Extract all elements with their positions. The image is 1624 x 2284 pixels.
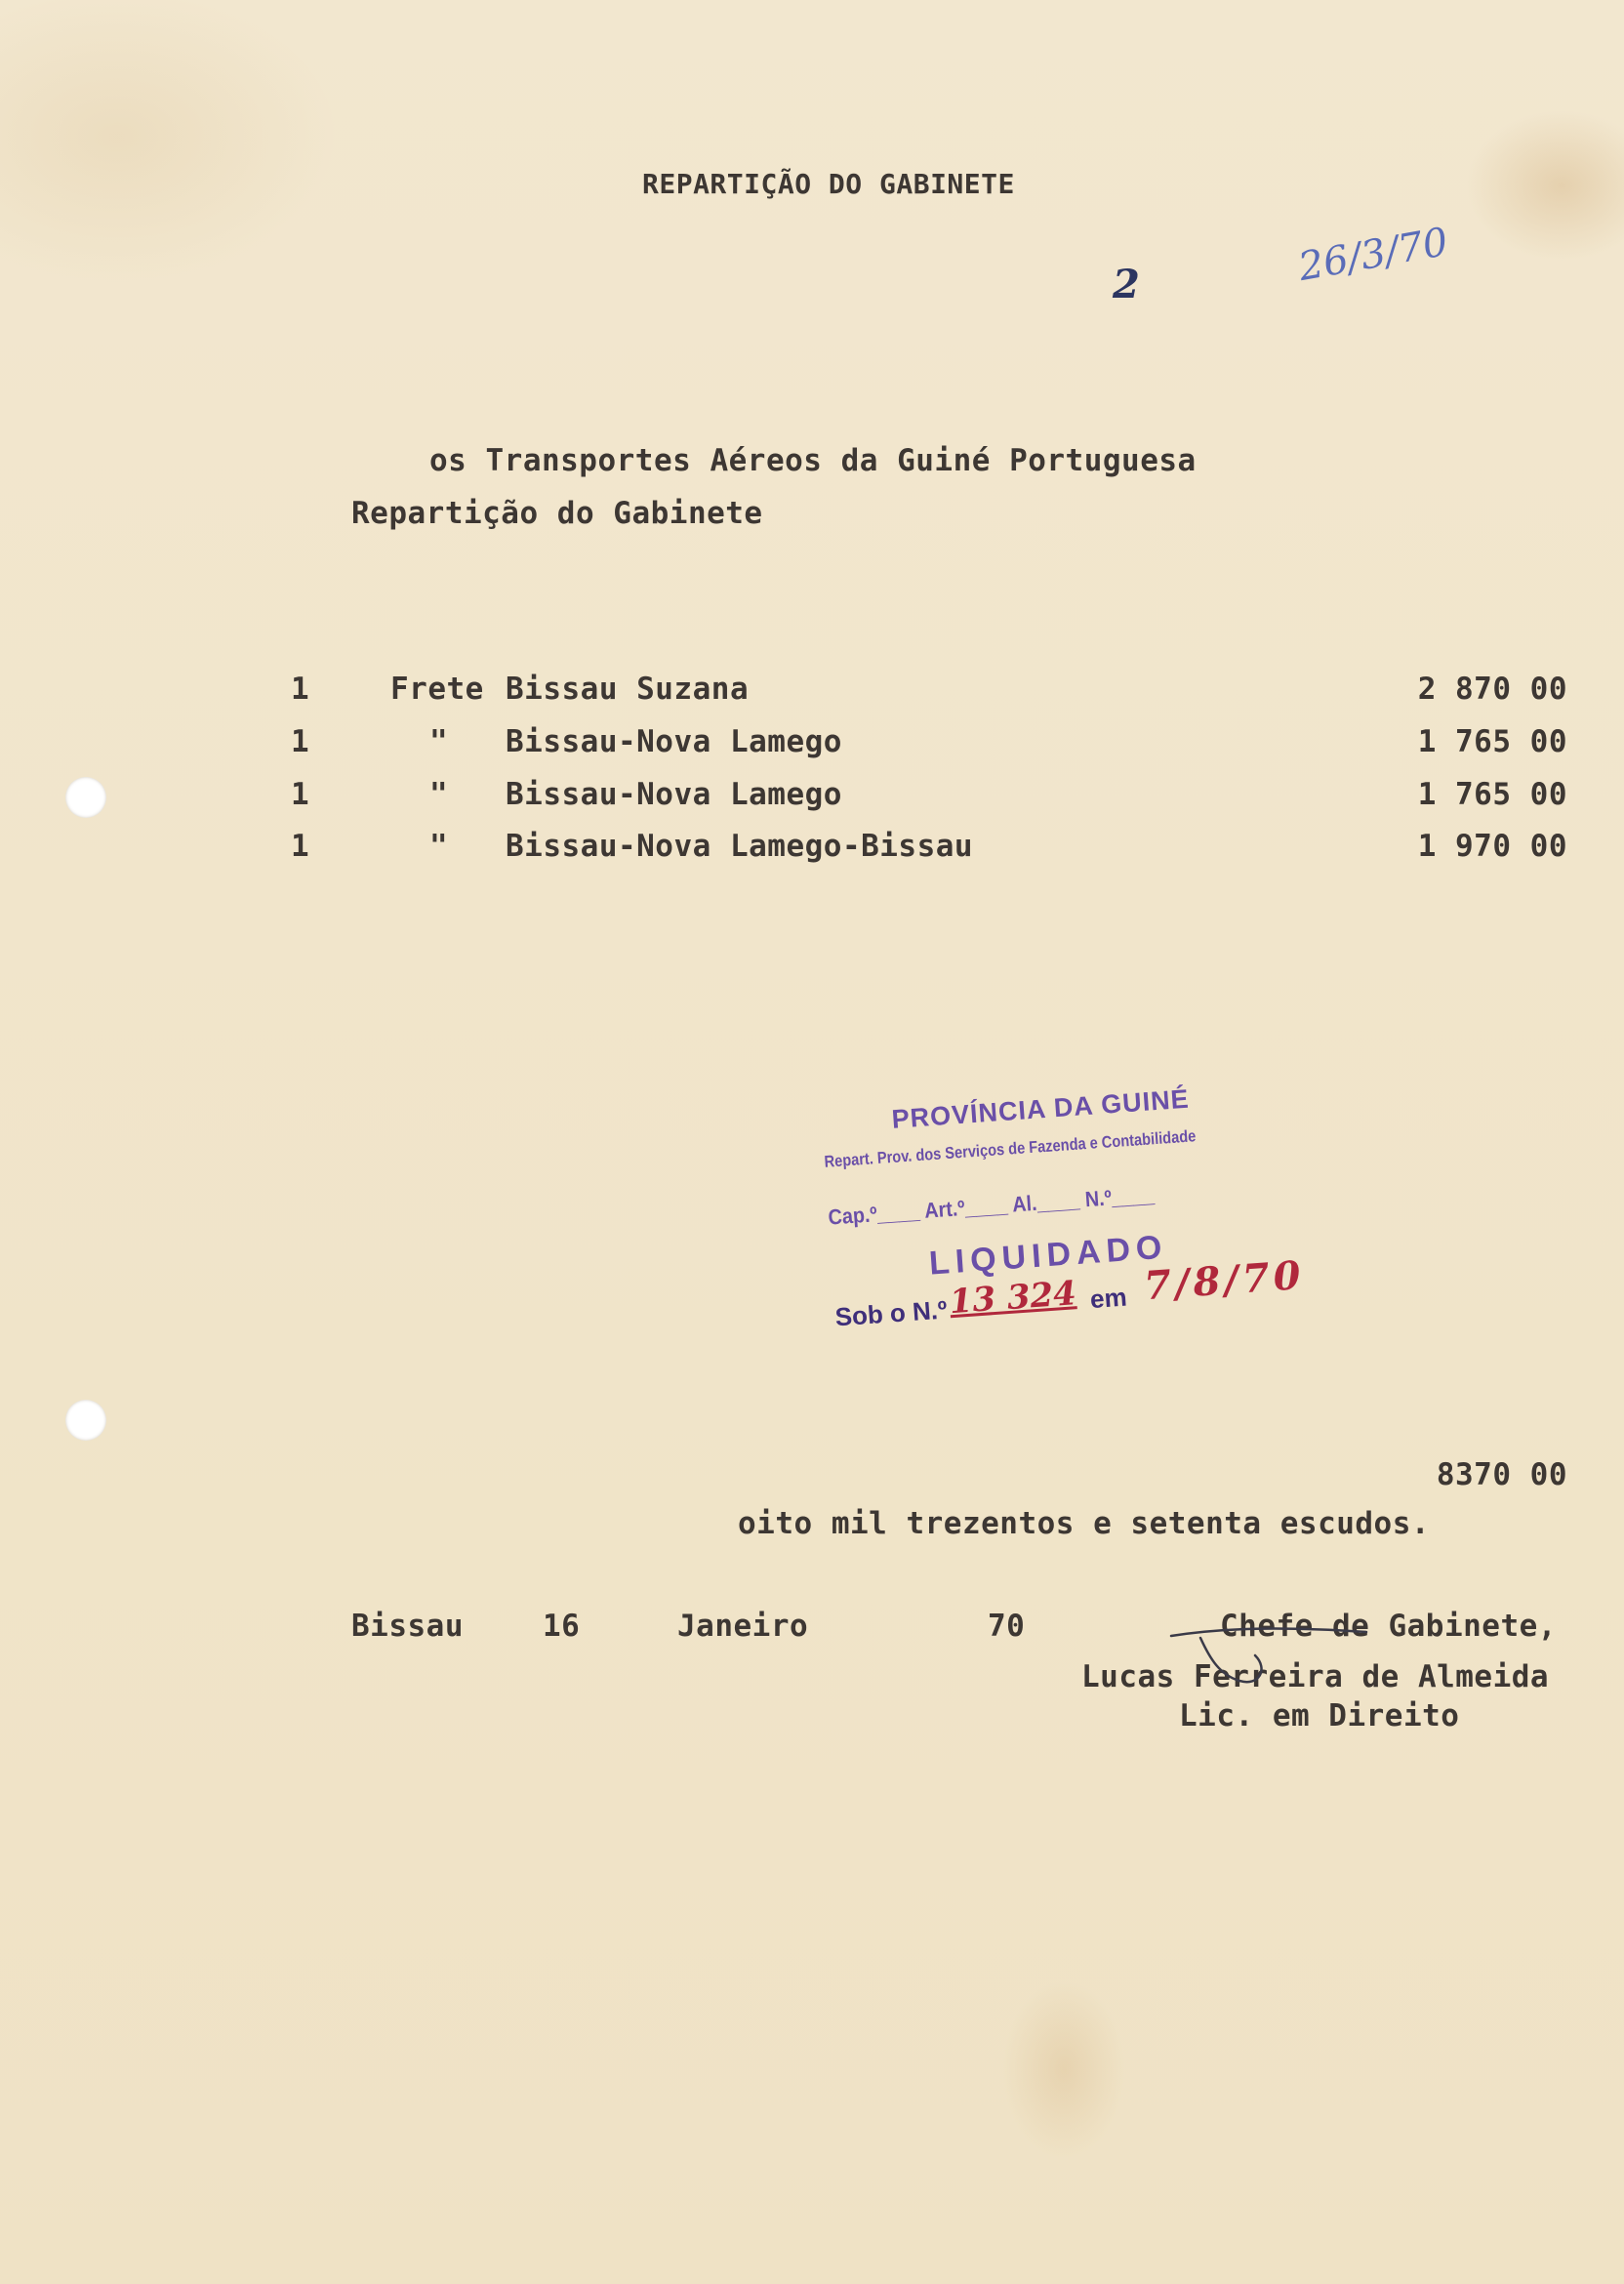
addressee-line-2: Repartição do Gabinete <box>351 496 763 531</box>
document-title: REPARTIÇÃO DO GABINETE <box>642 168 1015 200</box>
stamp-fields: Cap.º____ Art.º____ Al.____ N.º____ <box>827 1182 1156 1230</box>
item-qty: 1 <box>291 724 310 759</box>
punch-hole-bottom <box>65 1400 106 1441</box>
item-qty: 1 <box>291 672 310 707</box>
signature <box>1161 1611 1376 1698</box>
stamp-status: LIQUIDADO <box>927 1228 1169 1283</box>
item-qty: 1 <box>291 777 310 812</box>
footer-place: Bissau <box>351 1609 464 1644</box>
item-qty: 1 <box>291 829 310 864</box>
punch-hole-top <box>65 777 106 818</box>
stamp-subtitle: Repart. Prov. dos Serviços de Fazenda e Contabilidade <box>823 1126 1197 1171</box>
signatory-name: Lucas Ferreira de Almeida <box>1081 1659 1550 1694</box>
stamp-sob-label: Sob o N.º <box>833 1294 949 1332</box>
item-ditto: " <box>429 777 449 812</box>
signatory-role: Chefe de Gabinete, <box>1220 1609 1557 1644</box>
liquidado-stamp <box>820 1064 1323 1331</box>
item-route: Bissau-Nova Lamego <box>506 777 842 812</box>
footer-day: 16 <box>543 1609 581 1644</box>
stamp-title: PROVÍNCIA DA GUINÉ <box>890 1083 1191 1134</box>
total-in-words: oito mil trezentos e setenta escudos. <box>738 1506 1431 1541</box>
footer-year: 70 <box>988 1609 1026 1644</box>
stamp-em-label: em <box>1089 1282 1128 1315</box>
item-route: Bissau-Nova Lamego <box>506 724 842 759</box>
item-amount: 1 765 00 <box>1417 777 1567 812</box>
signatory-degree: Lic. em Direito <box>1179 1698 1460 1733</box>
item-amount: 1 765 00 <box>1417 724 1567 759</box>
stamp-date: 7/8/70 <box>1142 1251 1307 1310</box>
item-label: Frete <box>390 672 484 707</box>
item-amount: 2 870 00 <box>1417 672 1567 707</box>
page-mark: 2 <box>1113 262 1140 307</box>
item-amount: 1 970 00 <box>1417 829 1567 864</box>
item-ditto: " <box>429 724 449 759</box>
item-route: Bissau-Nova Lamego-Bissau <box>506 829 974 864</box>
stamp-number: 13 324 <box>948 1274 1078 1323</box>
total-amount: 8370 00 <box>1436 1457 1567 1492</box>
handwritten-date: 26/3/70 <box>1295 219 1452 291</box>
addressee-line-1: os Transportes Aéreos da Guiné Portuguesa <box>429 443 1197 478</box>
item-ditto: " <box>429 829 449 864</box>
footer-month: Janeiro <box>677 1609 809 1644</box>
item-route: Bissau Suzana <box>506 672 750 707</box>
